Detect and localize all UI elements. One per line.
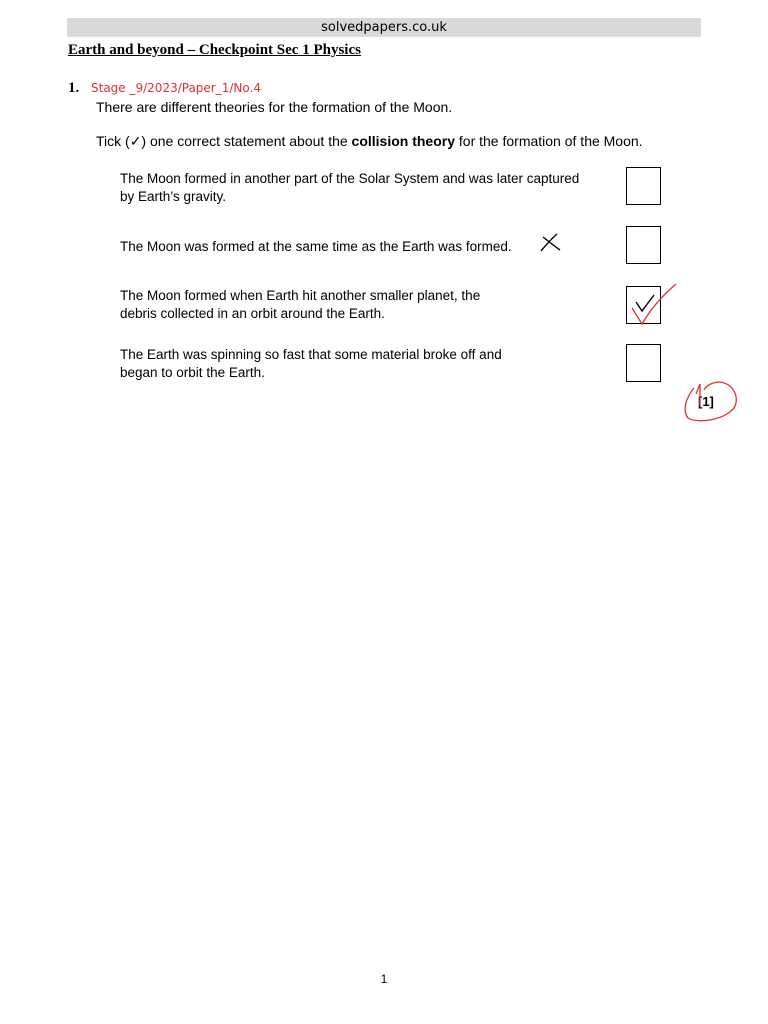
- option-3-line2: debris collected in an orbit around the Earth.: [120, 306, 385, 321]
- marks-label: [1]: [698, 394, 714, 409]
- option-4-line2: began to orbit the Earth.: [120, 365, 265, 380]
- red-tick-mark-icon: [628, 282, 678, 328]
- option-3-line1: The Moon formed when Earth hit another smaller planet, the: [120, 288, 481, 303]
- header-bar: [67, 18, 701, 37]
- question-intro: There are different theories for the formation of the Moon.: [96, 99, 453, 115]
- site-name: solvedpapers.co.uk: [321, 20, 447, 35]
- page-number: 1: [380, 972, 388, 986]
- option-4-checkbox[interactable]: [626, 344, 661, 382]
- option-1-checkbox[interactable]: [626, 167, 661, 205]
- page-title: Earth and beyond – Checkpoint Sec 1 Physics: [68, 42, 361, 58]
- option-2-line1: The Moon was formed at the same time as the Earth was formed.: [120, 239, 512, 254]
- question-instruction: [96, 133, 643, 150]
- instruction-post: for the formation of the Moon.: [455, 133, 643, 149]
- cross-mark-icon: [537, 233, 563, 253]
- instruction-bold: collision theory: [351, 133, 456, 149]
- instruction-pre: Tick (✓) one correct statement about the: [96, 133, 352, 149]
- option-1-text: [120, 170, 620, 206]
- option-4-line1: The Earth was spinning so fast that some material broke off and: [120, 347, 502, 362]
- question-number: 1.: [68, 80, 80, 96]
- option-4-text: [120, 346, 620, 382]
- option-1-line2: by Earth’s gravity.: [120, 189, 227, 204]
- option-2-checkbox[interactable]: [626, 226, 661, 264]
- question-reference: Stage _9/2023/Paper_1/No.4: [91, 81, 261, 95]
- option-1-line1: The Moon formed in another part of the Solar System and was later captured: [120, 171, 580, 186]
- option-3-text: [120, 287, 620, 323]
- red-score-circle-icon: [676, 376, 740, 424]
